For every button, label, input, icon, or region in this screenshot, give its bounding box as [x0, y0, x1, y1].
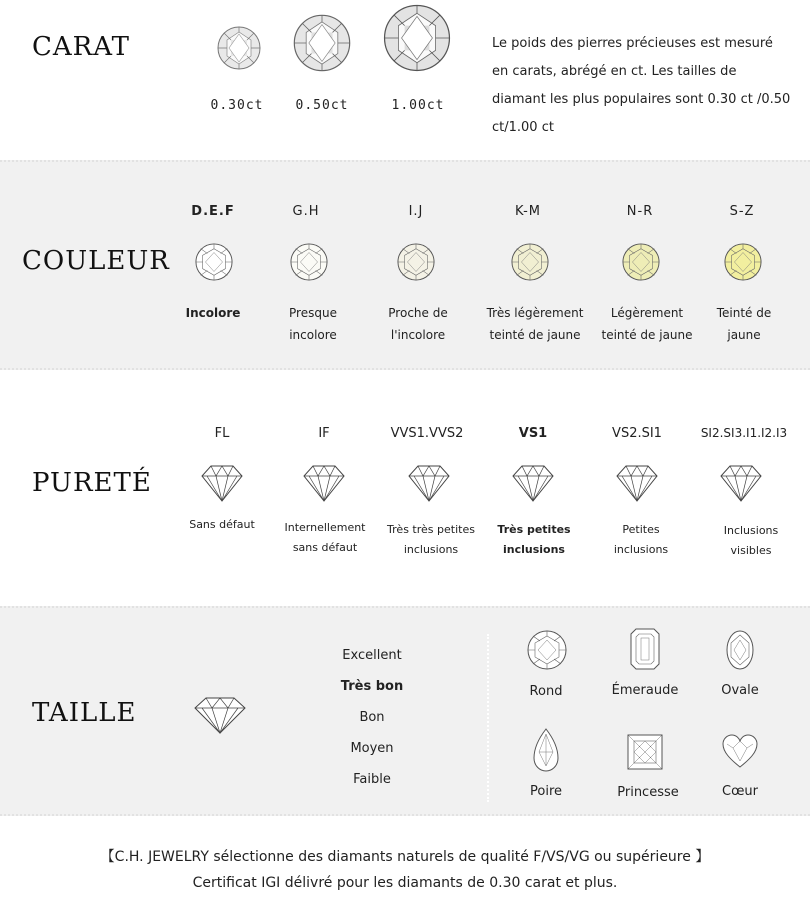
carat-description: Le poids des pierres précieuses est mesuré en carats, abrégé en ct. Les tailles de diamant les plus populaires sont 0.30 ct /0.50 ct/1.00 ct [492, 36, 791, 135]
clarity-grade-si: SI2.SI3.I1.I2.I3 [700, 426, 788, 440]
color-gem-km-icon [511, 243, 549, 281]
color-grade-sz: S-Z [729, 204, 755, 219]
shape-ovale-label: Ovale [721, 683, 759, 698]
color-gem-nr-icon [622, 243, 660, 281]
clarity-desc-vs1-text: Très petites inclusions [497, 523, 571, 556]
clarity-grade-if: IF [318, 426, 330, 441]
clarity-desc-fl: Sans défaut [189, 518, 255, 531]
diamond-030-icon [217, 26, 261, 70]
carat-label-030: 0.30ct [210, 98, 264, 113]
shape-coeur-icon [722, 734, 758, 768]
footer-line-1: 【C.H. JEWELRY sélectionne des diamants naturels de qualité F/VS/VG ou supérieure 】 [100, 849, 710, 865]
shape-poire-label: Poire [530, 784, 562, 799]
carat-label-100: 1.00ct [391, 98, 445, 113]
purete-section [0, 368, 810, 606]
cut-grade-excellent: Excellent [342, 648, 402, 663]
clarity-desc-si [716, 521, 786, 561]
color-desc-km-text: Très légèrement teinté de jaune [486, 306, 584, 342]
cut-grade-bon: Bon [359, 710, 385, 725]
cut-grade-moyen: Moyen [350, 741, 394, 756]
color-desc-gh [278, 302, 348, 346]
color-desc-gh-text: Presque incolore [289, 306, 337, 342]
carat-title: CARAT [32, 32, 130, 62]
shape-rond-label: Rond [529, 684, 563, 699]
color-gem-gh-icon [290, 243, 328, 281]
clarity-gem-vvs-icon [408, 464, 450, 502]
clarity-desc-vs1 [494, 520, 574, 560]
shape-ovale-icon [726, 630, 754, 670]
color-desc-sz-text: Teinté de jaune [716, 306, 772, 342]
clarity-grade-vvs: VVS1.VVS2 [390, 426, 464, 441]
color-grade-def: D.E.F [191, 204, 235, 219]
shape-poire-icon [533, 728, 559, 772]
clarity-grade-fl: FL [214, 426, 230, 441]
color-gem-def-icon [195, 243, 233, 281]
clarity-gem-fl-icon [201, 464, 243, 502]
couleur-title: COULEUR [22, 246, 170, 276]
clarity-desc-vs2 [606, 520, 676, 560]
clarity-gem-vs2-icon [616, 464, 658, 502]
carat-section [0, 0, 810, 160]
shape-divider [487, 634, 489, 802]
cut-diamond-icon [194, 696, 246, 734]
shape-rond-icon [527, 630, 567, 670]
color-desc-nr [597, 302, 697, 346]
color-grade-gh: G.H [292, 204, 320, 219]
shape-emeraude-label: Émeraude [611, 683, 679, 698]
carat-label-050: 0.50ct [295, 98, 349, 113]
clarity-gem-si-icon [720, 464, 762, 502]
taille-title: TAILLE [32, 698, 137, 728]
color-desc-sz [709, 302, 779, 346]
diamond-050-icon [293, 14, 351, 72]
clarity-desc-vs2-text: Petites inclusions [613, 523, 669, 556]
diamond-100-icon [383, 4, 451, 72]
color-gem-ij-icon [397, 243, 435, 281]
clarity-grade-vs2: VS2.SI1 [612, 426, 662, 441]
cut-grade-faible: Faible [353, 772, 391, 787]
clarity-desc-vvs [386, 520, 476, 560]
clarity-desc-if [283, 518, 367, 558]
color-desc-def: Incolore [185, 306, 241, 320]
shape-coeur-label: Cœur [722, 784, 758, 799]
cut-grade-tres-bon: Très bon [340, 679, 404, 694]
color-desc-ij [383, 302, 453, 346]
color-grade-ij: I.J [408, 204, 424, 219]
taille-section [0, 606, 810, 816]
shape-emeraude-icon [630, 628, 660, 670]
color-desc-nr-text: Légèrement teinté de jaune [601, 306, 693, 342]
shape-princesse-icon [627, 734, 663, 770]
clarity-gem-vs1-icon [512, 464, 554, 502]
clarity-desc-si-text: Inclusions visibles [723, 524, 779, 557]
color-desc-ij-text: Proche de l'incolore [388, 306, 448, 342]
clarity-grade-vs1: VS1 [518, 426, 548, 441]
color-grade-nr: N-R [626, 204, 654, 219]
clarity-desc-vvs-text: Très très petites inclusions [387, 523, 475, 556]
color-desc-km [480, 302, 590, 346]
clarity-desc-if-text: Internellement sans défaut [284, 521, 366, 554]
color-grade-km: K-M [514, 204, 542, 219]
purete-title: PURETÉ [32, 468, 152, 498]
couleur-section [0, 160, 810, 370]
clarity-gem-if-icon [303, 464, 345, 502]
color-gem-sz-icon [724, 243, 762, 281]
footer-line-2: Certificat IGI délivré pour les diamants de 0.30 carat et plus. [192, 875, 618, 891]
shape-princesse-label: Princesse [617, 785, 679, 800]
